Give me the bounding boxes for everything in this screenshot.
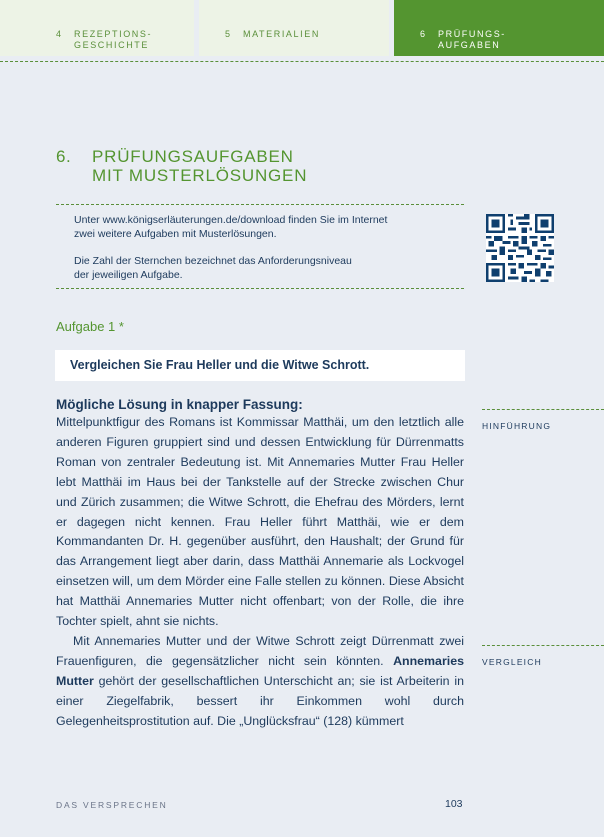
page-number: 103 — [445, 798, 463, 810]
tab-pruefungsaufgaben[interactable] — [394, 0, 604, 56]
chapter-number: 6. — [56, 147, 72, 166]
margin-label-vergleich: VERGLEICH — [482, 657, 542, 667]
info-divider-bottom — [56, 288, 464, 289]
solution-body — [56, 413, 464, 732]
tab-number: 5 — [225, 29, 232, 39]
tab-label: REZEPTIONS- GESCHICHTE — [74, 29, 153, 50]
tab-label: PRÜFUNGS- AUFGABEN — [438, 29, 506, 50]
chapter-tabs — [0, 0, 604, 56]
info-divider-top — [56, 204, 464, 205]
task-heading: Aufgabe 1 * — [56, 319, 124, 334]
tab-number: 6 — [420, 29, 427, 39]
solution-paragraph-1: Mittelpunktfigur des Romans ist Kommissar Matthäi, um den letztlich alle anderen Figuren gruppiert sind und dessen Entwicklung für Dürrenmatts Roman von zentraler Bedeutung ist. Mit Annemaries Mutter Frau Heller lebt Matthäi im Haus bei der Tankstelle auf der Strecke zwischen Chur und Zürich zusammen; die Witwe Schrott, die Ehefrau des Mörders, lernt er dagegen nicht kennen. Frau Heller führt Matthäi, wie er dem Kommandanten Dr. H. gegenüber ausführt, den Haushalt; der Grund für das Arrangement liegt aber darin, dass Matthäi Annemarie als Lockvogel einsetzen will, um dem Mörder eine Falle stellen zu können. Diese Absicht hat Matthäi Annemaries Mutter nicht offenbart; von der Rolle, die ihre Tochter spielt, ahnt sie nichts. — [56, 415, 464, 629]
footer-book-title: DAS VERSPRECHEN — [56, 800, 168, 810]
tab-materialien[interactable] — [199, 0, 389, 56]
qr-code-icon[interactable] — [486, 214, 554, 282]
header-divider — [0, 61, 604, 62]
margin-divider-vergleich — [482, 645, 604, 646]
tab-label: MATERIALIEN — [243, 29, 320, 39]
task-question: Vergleichen Sie Frau Heller und die Witwe Schrott. — [70, 358, 370, 372]
solution-heading: Mögliche Lösung in knapper Fassung: — [56, 397, 303, 412]
task-question-box — [55, 350, 465, 381]
page-title: PRÜFUNGSAUFGABEN MIT MUSTERLÖSUNGEN — [92, 147, 308, 185]
solution-paragraph-2: Mit Annemaries Mutter und der Witwe Schrott zeigt Dürrenmatt zwei Frauenfiguren, die gegensätzlicher nicht sein könnten. Annemaries Mutter gehört der gesellschaftlichen Unterschicht an; sie ist Arbeiterin in einer Ziegelfabrik, bessert ihr Einkommen wohl durch Gelegenheitsprostitution auf. Die „Unglücksfrau“ (128) kümmert — [56, 633, 464, 728]
margin-label-hinfuehrung: HINFÜHRUNG — [482, 421, 552, 431]
tab-rezeptionsgeschichte[interactable] — [0, 0, 194, 56]
info-text-download: Unter www.königserläuterungen.de/download finden Sie im Internet zwei weitere Aufgaben mit Musterlösungen. — [74, 214, 388, 240]
margin-divider-hinfuehrung — [482, 409, 604, 410]
info-text-stars: Die Zahl der Sternchen bezeichnet das Anforderungsniveau der jeweiligen Aufgabe. — [74, 255, 352, 281]
tab-number: 4 — [56, 29, 63, 39]
